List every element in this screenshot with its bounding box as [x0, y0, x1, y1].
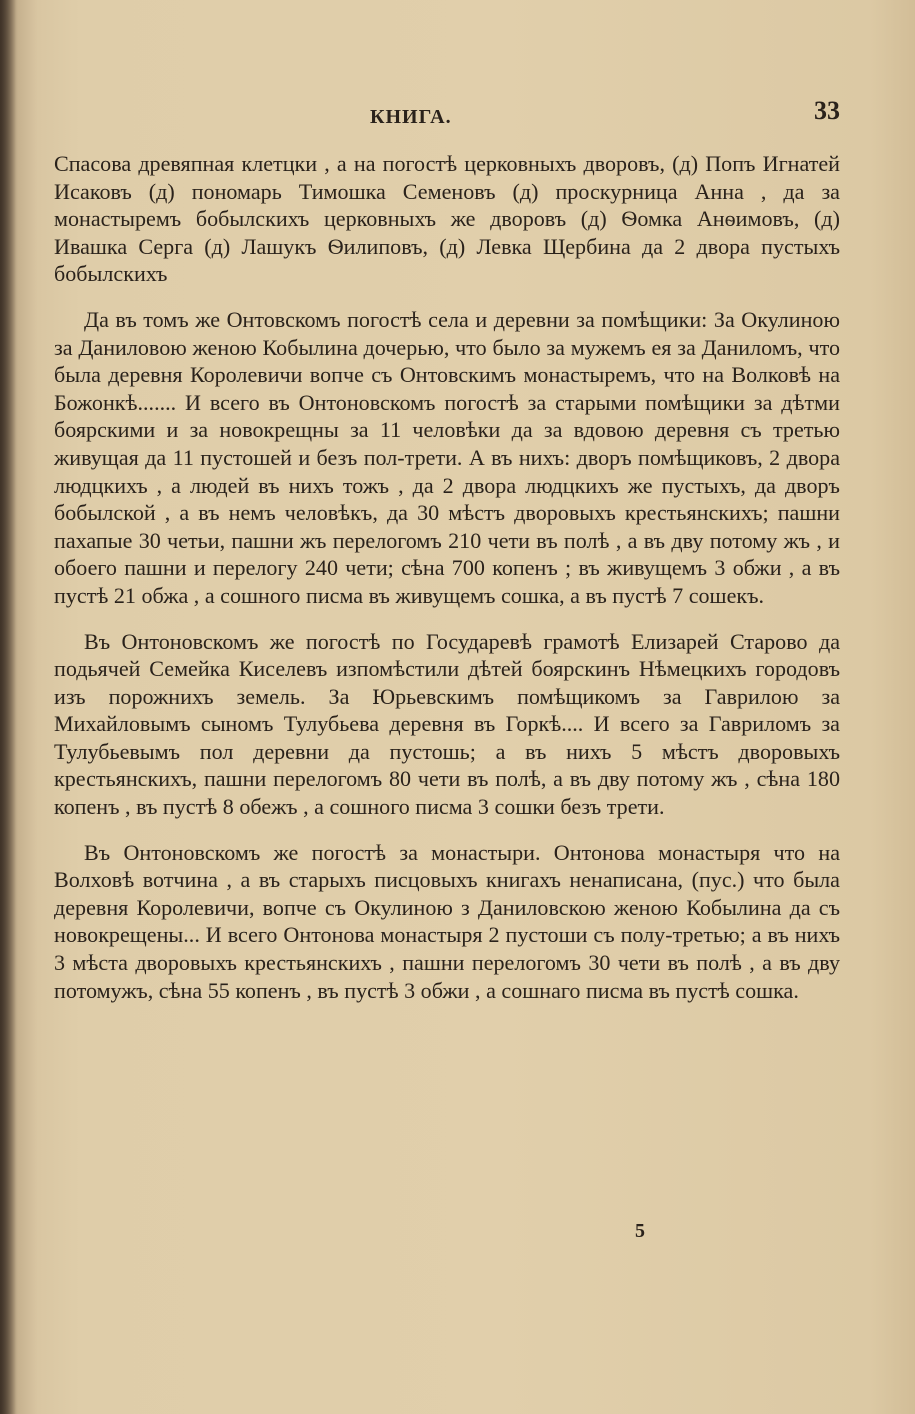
page-header — [55, 96, 845, 136]
paragraph-2: Да въ томъ же Онтовскомъ погостѣ села и деревни за помѣщики: За Окулиною за Даниловою женою Кобылина дочерью, что было за мужемъ ея за Даниломъ, что была деревня Королевичи вопче съ Онтовскимъ монастыремъ, что на Волковѣ на Божонкѣ....... И всего въ Онтоновскомъ погостѣ за старыми помѣщики за дѣтми боярскими и за новокрещны за 11 человѣки да за вдовою деревня съ третью живущая да 11 пустошей и безъ пол-трети. А въ нихъ: дворъ помѣщиковъ, 2 двора людцкихъ , а людей въ нихъ тожъ , да 2 двора людцкихъ же пустыхъ, да дворъ бобылской , а въ немъ человѣкъ, да 30 мѣстъ дворовыхъ крестьянскихъ; пашни пахапые 30 четьи, пашни жъ перелогомъ 210 чети въ полѣ , а въ дву потому жъ , и обоего пашни и перелогу 240 чети; сѣна 700 копенъ ; въ живущемъ 3 обжи , а въ пустѣ 21 обжа , а сошного писма въ живущемъ сошка, а въ пустѣ 7 сошекъ. — [54, 306, 840, 608]
signature-mark: 5 — [635, 1220, 645, 1242]
binding-shadow — [0, 0, 16, 1414]
paragraph-3: Въ Онтоновскомъ же погостѣ по Государевѣ грамотѣ Елизарей Старово да подьячей Семейка Киселевъ изпомѣстили дѣтей боярскинъ Нѣмецкихъ городовъ изъ порожнихъ земель. За Юрьевскимъ помѣщикомъ за Гаврилою за Михайловымъ сыномъ Тулубьева деревня въ Горкѣ.... И всего за Гавриломъ за Тулубьевымъ пол деревни да пустошь; а въ нихъ 5 мѣстъ дворовыхъ крестьянскихъ, пашни перелогомъ 80 чети въ полѣ, а въ дву потому жъ , сѣна 180 копенъ , въ пустѣ 8 обежъ , а сошного писма 3 сошки безъ трети. — [54, 628, 840, 820]
paragraph-4: Въ Онтоновскомъ же погостѣ за монастыри. Онтонова монастыря что на Волховѣ вотчина , а въ старыхъ писцовыхъ книгахъ ненаписана, (пус.) что была деревня Королевичи, вопче съ Окулиною з Даниловскою женою Кобылина да съ новокрещены... И всего Онтонова монастыря 2 пустоши съ полу-третью; а въ нихъ 3 мѣста дворовыхъ крестьянскихъ , пашни перелогомъ 30 чети въ полѣ , а въ дву потомужъ, сѣна 55 копенъ , въ пустѣ 3 обжи , а сошнаго писма въ пустѣ сошка. — [54, 839, 840, 1003]
running-head: КНИГА. — [370, 106, 452, 128]
page-number: 33 — [814, 96, 840, 125]
paragraph-1: Спасова древяпная клетцки , а на погостѣ церковныхъ дворовъ, (д) Попъ Игнатей Исаковъ (д) пономарь Тимошка Семеновъ (д) проскурница Анна , да за монастыремъ бобылскихъ церковныхъ же дворовъ (д) Ѳомка Анѳимовъ, (д) Ивашка Серга (д) Лашукъ Ѳилиповъ, (д) Левка Щербина да 2 двора пустыхъ бобылскихъ — [54, 151, 840, 287]
page-body — [54, 150, 840, 1022]
